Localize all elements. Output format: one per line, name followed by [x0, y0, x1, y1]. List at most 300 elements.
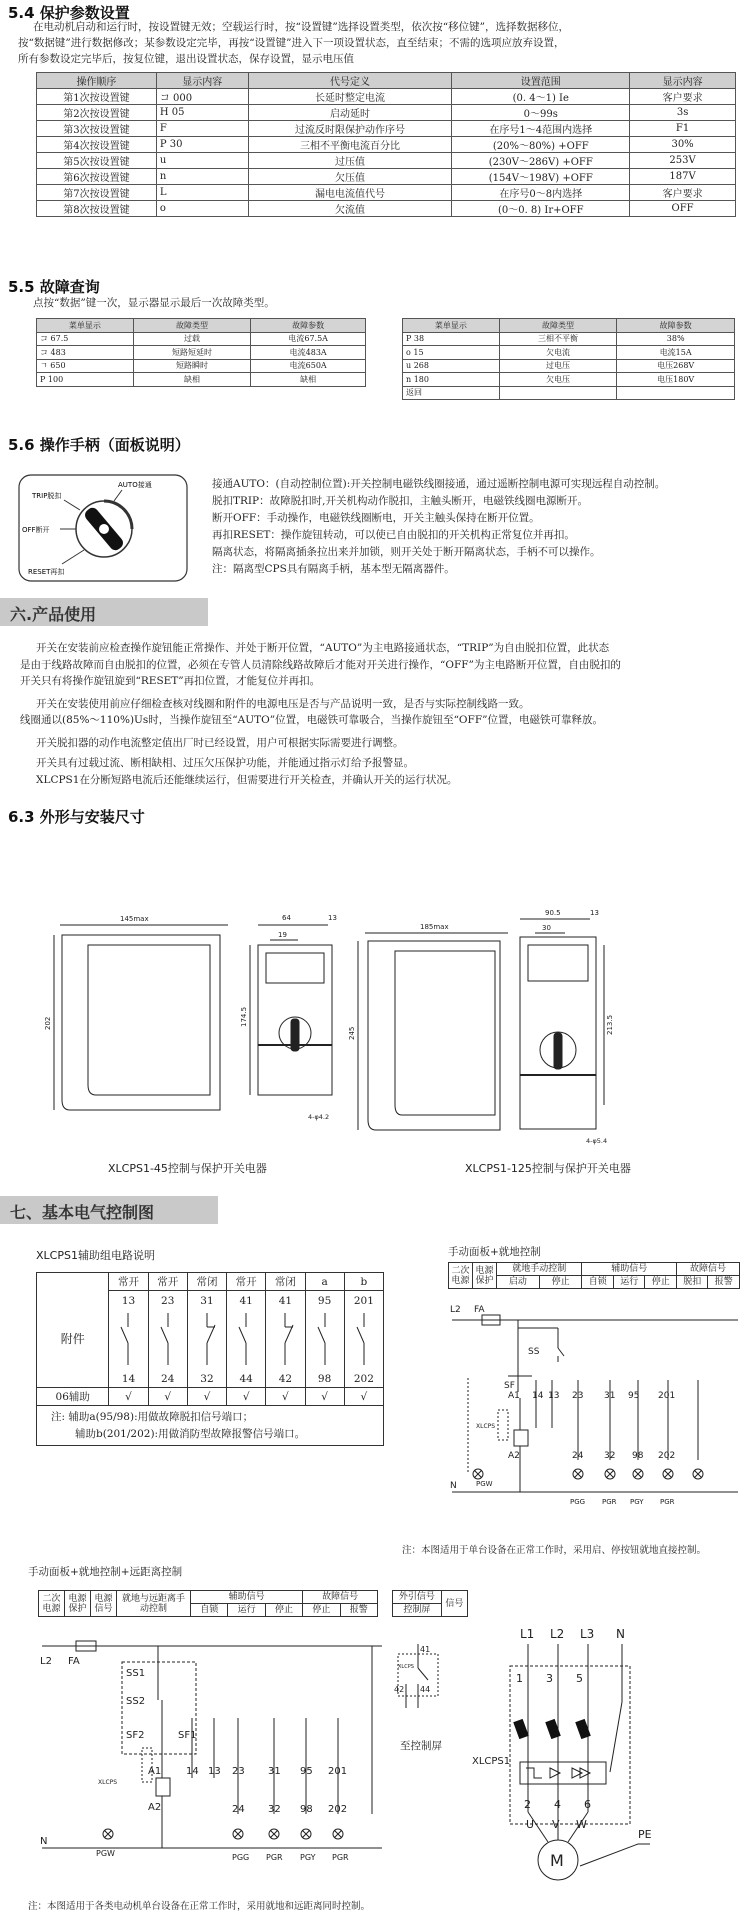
table-cell: 电流483A	[251, 346, 366, 360]
usage-line: 线圈通以(85%～110%)Us时，当操作旋钮至“AUTO”位置，电磁铁可靠吸合，当操作旋钮至“OFF”位置，电磁铁可靠释放。	[20, 714, 603, 726]
dim-90-5: 90.5	[545, 909, 561, 917]
table-cell: u	[156, 153, 248, 169]
section-title-6-3: 6.3 外形与安装尺寸	[8, 808, 145, 826]
c2-h-signal: 电源信号	[91, 1591, 117, 1617]
c2-pgr2: PGR	[332, 1853, 349, 1862]
ext-xlcps: XLCPS	[398, 1664, 414, 1670]
s55-paragraph-1: 点按“数据”键一次，显示器显示最后一次故障类型。	[33, 297, 275, 309]
c1-98: 98	[632, 1451, 644, 1461]
check-mark: √	[305, 1388, 344, 1406]
aux-col-header: 常闭	[187, 1273, 226, 1291]
section-title-5-5: 5.5 故障查询	[8, 278, 100, 296]
table-cell: o 15	[403, 346, 500, 360]
c2-95: 95	[300, 1766, 313, 1777]
table-cell: (154V～198V) +OFF	[452, 169, 630, 185]
table-row	[37, 137, 736, 153]
c2-13: 13	[208, 1766, 221, 1777]
col-header: 代号定义	[248, 73, 452, 89]
check-mark: √	[109, 1388, 148, 1406]
c2-202: 202	[328, 1804, 348, 1815]
c2-a2: A2	[148, 1802, 162, 1813]
table-cell: 第8次按设置键	[37, 201, 157, 217]
c2-h-fault: 故障信号	[303, 1591, 378, 1604]
table-cell: 三相不平衡电流百分比	[248, 137, 452, 153]
section-title-6: 六.产品使用	[10, 605, 97, 624]
c1-14: 14	[532, 1391, 544, 1401]
handle-desc-reset: 再扣RESET：操作旋钮转动，可以使已自由脱扣的开关机构正常复位并再扣。	[212, 529, 575, 541]
dim-145max: 145max	[120, 915, 149, 923]
aux-contact-symbol	[305, 1291, 344, 1388]
lamp-cross	[475, 1471, 482, 1478]
to-control-panel-label: 至控制屏	[400, 1740, 442, 1752]
c2-h-local-remote: 就地与远距离手动控制	[117, 1591, 191, 1617]
reset-label: RESET再扣	[28, 568, 65, 576]
section-title-5-4: 5.4 保护参数设置	[8, 4, 130, 22]
ext-42: 42	[394, 1685, 405, 1694]
aux-top-terminal: 23	[161, 1295, 175, 1307]
handle-desc-off: 断开OFF：手动操作，电磁铁线圈断电，开关主触头保持在断开位置。	[212, 512, 540, 524]
table-cell: 在序号0～8内选择	[452, 185, 630, 201]
c2-sf1: SF1	[178, 1730, 197, 1741]
table-row	[403, 386, 735, 400]
s54-paragraph-1: 在电动机启动和运行时，按设置键无效；空载运行时，按“设置键”选择设置类型，依次按“移位键”，选择数据移位，	[33, 21, 569, 33]
check-mark: √	[227, 1388, 266, 1406]
aux-bottom-terminal: 202	[353, 1373, 374, 1385]
c1-n: N	[450, 1481, 457, 1491]
dim-4-phi-4-2: 4-φ4.2	[308, 1113, 330, 1121]
lamp-cross	[303, 1831, 310, 1838]
aux-contact-symbol	[109, 1291, 148, 1388]
table-cell: (20%～80%) +OFF	[452, 137, 630, 153]
table-cell: 欠流值	[248, 201, 452, 217]
table-cell: コ 67.5	[37, 332, 134, 346]
c2-31: 31	[268, 1766, 281, 1777]
check-mark: √	[148, 1388, 187, 1406]
handle-desc-note: 注：隔离型CPS具有隔离手柄，基本型无隔离器件。	[212, 563, 455, 575]
motor-t3: 3	[546, 1672, 553, 1685]
c2-pgr: PGR	[266, 1853, 283, 1862]
c2-201: 201	[328, 1766, 348, 1777]
table-cell: コ 483	[37, 346, 134, 360]
circuit2-ext-header	[392, 1590, 468, 1617]
operating-handle-panel	[18, 474, 188, 582]
table-cell: n 180	[403, 373, 500, 387]
aux-note-row	[37, 1406, 384, 1446]
aux-top-terminal: 201	[353, 1295, 374, 1307]
c2-fa: FA	[68, 1656, 80, 1667]
c2-ss2: SS2	[126, 1696, 146, 1707]
motor-t2: 2	[524, 1798, 531, 1811]
table-cell: 客户要求	[630, 185, 736, 201]
table-cell: 过压值	[248, 153, 452, 169]
c1-h-trip: 脱扣	[676, 1276, 708, 1289]
lamp-cross	[575, 1471, 582, 1478]
aux-bottom-terminal: 14	[121, 1373, 136, 1385]
aux-top-terminal: 95	[317, 1295, 332, 1307]
s54-paragraph-3: 所有参数设定完毕后，按复位键，退出设置状态，保存设置，显示电压值	[18, 53, 354, 65]
table-cell: 过流反时限保护动作序号	[248, 121, 452, 137]
c1-l2: L2	[450, 1305, 461, 1315]
circuit2-title: 手动面板+就地控制+远距离控制	[28, 1566, 183, 1578]
c2-98: 98	[300, 1804, 313, 1815]
lamp-cross	[607, 1471, 614, 1478]
table-cell: 253V	[630, 153, 736, 169]
aux-bottom-terminal: 32	[200, 1373, 214, 1385]
usage-line: 开关只有将操作旋钮旋到“RESET”再扣位置，才能复位并再扣。	[20, 675, 321, 687]
c1-h-stop: 停止	[539, 1276, 582, 1289]
usage-line: 开关在安装前应检查操作旋钮能正常操作、并处于断开位置，“AUTO”为主电路接通状态，“TRIP”为自由脱扣位置，此状态	[36, 642, 610, 654]
c1-13: 13	[548, 1391, 560, 1401]
table-row	[37, 105, 736, 121]
dim-13b: 13	[590, 909, 599, 917]
aux-contact-symbol	[266, 1291, 305, 1388]
aux-bottom-terminal: 44	[239, 1373, 253, 1385]
ext-44: 44	[420, 1685, 431, 1694]
motor-l2: L2	[550, 1627, 565, 1641]
ext-41: 41	[420, 1645, 431, 1654]
c2-24: 24	[232, 1804, 245, 1815]
table-row	[37, 201, 736, 217]
no-contact-icon	[149, 1311, 188, 1367]
motor-w: W	[576, 1818, 587, 1831]
table-cell: 第6次按设置键	[37, 169, 157, 185]
motor-circuit	[470, 1622, 740, 1892]
aux-bottom-terminal: 24	[161, 1373, 175, 1385]
table-row	[37, 121, 736, 137]
table-cell: H 05	[156, 105, 248, 121]
table-cell: 第7次按设置键	[37, 185, 157, 201]
table-header-row	[37, 319, 366, 333]
table-row	[403, 359, 735, 373]
c1-pgr2: PGR	[660, 1498, 675, 1506]
table-cell: コ 000	[156, 89, 248, 105]
usage-line: 开关具有过载过流、断相缺相、过压欠压保护功能，并能通过指示灯给予报警显。	[36, 757, 414, 769]
no-contact-icon	[345, 1311, 384, 1367]
no-contact-icon	[109, 1311, 148, 1367]
table-cell: 欠电流	[499, 346, 617, 360]
caption-xlcps1-125: XLCPS1-125控制与保护开关电器	[465, 1162, 631, 1175]
table-cell: OFF	[630, 201, 736, 217]
c1-h-power: 二次电源	[449, 1263, 473, 1289]
col-header: 故障类型	[499, 319, 617, 333]
c2-h-run: 运行	[228, 1604, 265, 1617]
c1-32: 32	[604, 1451, 616, 1461]
table-cell: 第4次按设置键	[37, 137, 157, 153]
usage-line: 开关在安装使用前应仔细检查核对线圈和附件的电源电压是否与产品说明一致，是否与实际控制线路一致。	[36, 697, 530, 710]
table-cell: 30%	[630, 137, 736, 153]
c2-h-protect: 电源保护	[65, 1591, 91, 1617]
fault-query-table-right	[402, 318, 735, 400]
col-header: 菜单显示	[403, 319, 500, 333]
lamp-cross	[695, 1471, 702, 1478]
c1-23: 23	[572, 1391, 584, 1401]
lamp-cross	[635, 1471, 642, 1478]
col-header: 故障类型	[133, 319, 251, 333]
table-cell: F	[156, 121, 248, 137]
dim-174-5: 174.5	[240, 1006, 248, 1027]
c1-sf: SF	[504, 1381, 515, 1391]
c2-32: 32	[268, 1804, 281, 1815]
table-cell	[617, 386, 735, 400]
dim-245: 245	[348, 1026, 356, 1040]
table-cell	[499, 386, 617, 400]
motor-t6: 6	[584, 1798, 591, 1811]
aux-06-row	[37, 1388, 384, 1406]
aux-row-label: 附件	[37, 1291, 109, 1388]
c1-202: 202	[658, 1451, 676, 1461]
aux-header-row	[37, 1273, 384, 1291]
motor-t5: 5	[576, 1672, 583, 1685]
circuit2-schematic	[38, 1628, 388, 1863]
c2-h-panel: 控制屏	[393, 1604, 442, 1617]
col-header: 故障参数	[617, 319, 735, 333]
section-bar-7	[0, 1196, 218, 1224]
aux-symbol-row	[37, 1291, 384, 1388]
aux-bottom-terminal: 98	[317, 1373, 332, 1385]
handle-desc-auto: 接通AUTO：(自动控制位置):开关控制电磁铁线圈接通，通过遥断控制电源可实现远程自动控制。	[212, 478, 666, 490]
col-header: 显示内容	[156, 73, 248, 89]
table-cell: 长延时整定电流	[248, 89, 452, 105]
aux-top-terminal: 13	[121, 1295, 136, 1307]
c1-h-start: 启动	[497, 1276, 540, 1289]
motor-l3: L3	[580, 1627, 595, 1641]
table-cell: 三相不平衡	[499, 332, 617, 346]
aux-contact-symbol	[187, 1291, 226, 1388]
c2-h-power: 二次电源	[39, 1591, 65, 1617]
table-cell: 187V	[630, 169, 736, 185]
c2-h-alarm: 报警	[340, 1604, 377, 1617]
table-row	[37, 332, 366, 346]
motor-u: U	[526, 1818, 535, 1831]
table-cell: 第2次按设置键	[37, 105, 157, 121]
c1-201: 201	[658, 1391, 676, 1401]
table-cell: 电流650A	[251, 359, 366, 373]
no-contact-icon	[306, 1311, 345, 1367]
table-cell: (0～0. 8) Ir+OFF	[452, 201, 630, 217]
aux-contact-symbol	[148, 1291, 187, 1388]
motor-xlcps1: XLCPS1	[472, 1756, 511, 1767]
fault-query-table-left	[36, 318, 366, 387]
col-header: 设置范围	[452, 73, 630, 89]
c2-pgg: PGG	[232, 1853, 250, 1862]
c1-h-selflock: 自锁	[582, 1276, 614, 1289]
table-cell: P 38	[403, 332, 500, 346]
c2-h-sig: 信号	[441, 1591, 467, 1617]
off-label: OFF断开	[22, 526, 50, 534]
table-row	[37, 346, 366, 360]
dim-4-phi-5-4: 4-φ5.4	[586, 1137, 608, 1145]
table-cell: 漏电电流值代号	[248, 185, 452, 201]
lamp-cross	[235, 1831, 242, 1838]
table-cell: 电流67.5A	[251, 332, 366, 346]
c1-a2: A2	[508, 1451, 520, 1461]
auto-label: AUTO接通	[118, 481, 152, 489]
table-row	[37, 89, 736, 105]
aux-top-terminal: 31	[200, 1295, 214, 1307]
table-cell: 3s	[630, 105, 736, 121]
table-cell: 38%	[617, 332, 735, 346]
c2-23: 23	[232, 1766, 245, 1777]
col-header: 操作顺序	[37, 73, 157, 89]
table-cell: (0. 4～1) Ie	[452, 89, 630, 105]
circuit2-note: 注：本图适用于各类电动机单台设备在正常工作时，采用就地和远距离同时控制。	[28, 1901, 371, 1912]
lamp-cross	[335, 1831, 342, 1838]
aux-col-header: 常开	[109, 1273, 148, 1291]
aux-col-header: 常闭	[266, 1273, 305, 1291]
dimension-drawings	[30, 905, 730, 1150]
table-cell: n	[156, 169, 248, 185]
c2-ss1: SS1	[126, 1668, 146, 1679]
col-header: 故障参数	[251, 319, 366, 333]
c2-h-selflock: 自锁	[191, 1604, 228, 1617]
aux-top-terminal: 41	[278, 1295, 293, 1307]
circuit1-note: 注：本图适用于单台设备在正常工作时，采用启、停按钮就地直接控制。	[402, 1545, 707, 1556]
dim-213-5: 213.5	[606, 1014, 614, 1035]
c1-a1: A1	[508, 1391, 520, 1401]
circuit2-header-table	[38, 1590, 378, 1617]
motor-pe: PE	[638, 1828, 652, 1841]
table-cell: 缺相	[133, 373, 251, 387]
section-title-5-6: 5.6 操作手柄（面板说明）	[8, 436, 190, 454]
table-cell: 第1次按设置键	[37, 89, 157, 105]
col-header: 显示内容	[630, 73, 736, 89]
table-row	[37, 185, 736, 201]
c1-31: 31	[604, 1391, 616, 1401]
c1-pgw: PGW	[476, 1480, 493, 1488]
lamp-cross	[105, 1831, 112, 1838]
table-cell: ㄱ 650	[37, 359, 134, 373]
motor-t4: 4	[554, 1798, 561, 1811]
c1-h-local: 就地手动控制	[497, 1263, 582, 1276]
table-cell: 启动延时	[248, 105, 452, 121]
c1-h-protect: 电源保护	[473, 1263, 497, 1289]
c2-h-stop2: 停止	[303, 1604, 340, 1617]
dim-19: 19	[278, 931, 287, 939]
c1-ss: SS	[528, 1347, 540, 1357]
table-cell: 过电压	[499, 359, 617, 373]
table-cell: 0～99s	[452, 105, 630, 121]
c1-fa: FA	[474, 1305, 485, 1315]
dim-64: 64	[282, 914, 291, 922]
table-row	[403, 332, 735, 346]
check-mark: √	[344, 1388, 383, 1406]
table-cell: 在序号1～4范围内选择	[452, 121, 630, 137]
parameter-settings-table	[36, 72, 736, 217]
check-mark: √	[266, 1388, 305, 1406]
c1-xlcps: XLCPS	[476, 1423, 496, 1430]
c1-h-fault: 故障信号	[676, 1263, 739, 1276]
table-cell: (230V～286V) +OFF	[452, 153, 630, 169]
dim-13: 13	[328, 914, 337, 922]
aux-bottom-terminal: 42	[278, 1373, 293, 1385]
c2-l2: L2	[40, 1656, 52, 1667]
col-header: 菜单显示	[37, 319, 134, 333]
c1-h-run: 运行	[613, 1276, 645, 1289]
c1-h-alarm: 报警	[708, 1276, 740, 1289]
product-usage-text	[20, 640, 621, 788]
c1-24: 24	[572, 1451, 584, 1461]
table-row	[37, 169, 736, 185]
nc-contact-icon	[266, 1311, 305, 1367]
table-cell: L	[156, 185, 248, 201]
handle-desc-trip: 脱扣TRIP：故障脱扣时,开关机构动作脱扣，主触头断开，电磁铁线圈电源断开。	[212, 495, 588, 507]
table-cell: 电流15A	[617, 346, 735, 360]
table-header-row	[37, 73, 736, 89]
aux-contact-symbol	[227, 1291, 266, 1388]
c2-h-ext: 外引信号	[393, 1591, 442, 1604]
motor-l1: L1	[520, 1627, 535, 1641]
table-cell: 欠压值	[248, 169, 452, 185]
table-cell: u 268	[403, 359, 500, 373]
table-row	[37, 153, 736, 169]
section-title-7: 七、基本电气控制图	[10, 1203, 155, 1222]
dim-202: 202	[44, 1016, 52, 1030]
circuit1-header-table	[448, 1262, 740, 1289]
c2-h-aux: 辅助信号	[191, 1591, 303, 1604]
aux-col-header: a	[305, 1273, 344, 1291]
table-cell: 电压180V	[617, 373, 735, 387]
external-control-block	[392, 1638, 472, 1728]
c2-pgw: PGW	[96, 1849, 115, 1858]
aux-note-2: 辅助b(201/202):用做消防型故障报警信号端口。	[75, 1427, 306, 1440]
table-row	[37, 359, 366, 373]
check-mark: √	[187, 1388, 226, 1406]
circuit1-title: 手动面板+就地控制	[448, 1246, 541, 1258]
aux-contact-table	[36, 1272, 384, 1446]
usage-line: XLCPS1在分断短路电流后还能继续运行，但需要进行开关检查，并确认开关的运行状况。	[36, 773, 458, 786]
c2-xlcps: XLCPS	[98, 1779, 118, 1786]
section-bar-6	[0, 598, 208, 626]
usage-line: 是由于线路故障而自由脱扣的位置，必须在专管人员清除线路故障后才能对开关进行操作，“OFF”为主电路断开位置，自由脱扣的	[20, 658, 621, 671]
table-cell: 缺相	[251, 373, 366, 387]
motor-m: M	[550, 1851, 564, 1870]
table-cell: 客户要求	[630, 89, 736, 105]
c1-pgr: PGR	[602, 1498, 617, 1506]
usage-line: 开关脱扣器的动作电流整定值出厂时已经设置，用户可根据实际需要进行调整。	[36, 736, 404, 749]
table-cell: F1	[630, 121, 736, 137]
c2-14: 14	[186, 1766, 199, 1777]
motor-v: V	[552, 1818, 560, 1831]
caption-xlcps1-45: XLCPS1-45控制与保护开关电器	[108, 1162, 267, 1175]
table-row	[403, 373, 735, 387]
c1-pgy: PGY	[630, 1498, 644, 1506]
handle-description	[212, 476, 665, 578]
table-cell: 电压268V	[617, 359, 735, 373]
c1-95: 95	[628, 1391, 640, 1401]
s54-paragraph-2: 按“数据键”进行数据修改；某参数设定完毕，再按“设置键”进入下一项设置状态，直至结束；不需的选项应放弃设置，	[18, 37, 565, 49]
aux-circuit-title: XLCPS1辅助组电路说明	[36, 1249, 155, 1262]
aux-contact-symbol	[344, 1291, 383, 1388]
table-cell: 欠电压	[499, 373, 617, 387]
aux-top-terminal: 41	[239, 1295, 253, 1307]
c2-h-stop: 停止	[265, 1604, 302, 1617]
table-row	[403, 346, 735, 360]
aux-col-header: b	[344, 1273, 383, 1291]
c2-pgy: PGY	[300, 1853, 316, 1862]
aux-col-header: 常开	[148, 1273, 187, 1291]
table-header-row	[403, 319, 735, 333]
lamp-cross	[271, 1831, 278, 1838]
table-cell: 短路瞬时	[133, 359, 251, 373]
dim-30: 30	[542, 924, 551, 932]
aux-06-label: 06辅助	[37, 1388, 109, 1406]
no-contact-icon	[227, 1311, 266, 1367]
c1-h-aux: 辅助信号	[582, 1263, 677, 1276]
c2-n: N	[40, 1836, 48, 1847]
motor-t1: 1	[516, 1672, 523, 1685]
table-cell: 第5次按设置键	[37, 153, 157, 169]
lamp-cross	[665, 1471, 672, 1478]
